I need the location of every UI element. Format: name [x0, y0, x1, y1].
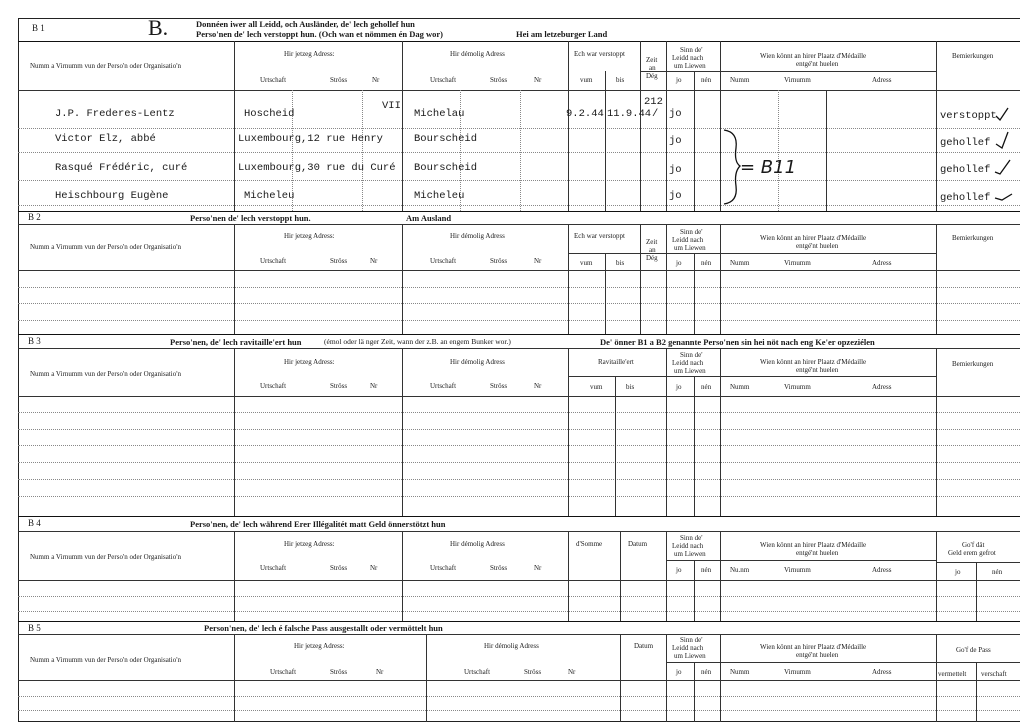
b5-header-issued: verschaft — [981, 670, 1007, 678]
b5-header-street2: Ströss — [524, 668, 542, 676]
b4-header-town: Urtschaft — [260, 564, 287, 572]
b3-header-adress: Adress — [872, 383, 892, 391]
b5-header-pass: Go'f de Pass — [956, 646, 991, 654]
b3-header-no: nén — [701, 383, 712, 391]
b3-header-nr: Nr — [370, 382, 378, 390]
b1-header-nr: Nr — [372, 76, 380, 84]
b1-header-current: Hir jetzeg Adress: — [284, 50, 335, 58]
section-b4-label: B 4 — [28, 518, 41, 528]
section-b2-title-a: Perso'nen de' lech verstoppt hun. — [190, 213, 311, 223]
b2-header-remarks: Bemierkungen — [952, 234, 994, 242]
section-b1-title-line2b: Hei am letzeburger Land — [516, 29, 608, 39]
b2-header-nr2: Nr — [534, 257, 542, 265]
b2-header-medal2: entgé'nt huelen — [796, 242, 839, 250]
b4-header-name: Numm a Virnumm vun der Perso'n oder Organisatio'n — [30, 553, 181, 561]
b4-header-yes: jo — [676, 566, 682, 574]
b2-header-adress: Adress — [872, 259, 892, 267]
b1-header-from: vum — [580, 76, 593, 84]
b1-row1-remark: verstoppt — [940, 110, 997, 122]
b4-header-current: Hir jetzeg Adress: — [284, 540, 335, 548]
b2-header-name: Numm a Virnumm vun der Perso'n oder Organisatio'n — [30, 243, 181, 251]
b2-header-hidden: Ech war verstoppt — [574, 232, 625, 240]
b5-header-former: Hir démolig Adress — [484, 642, 539, 650]
b4-header-nr: Nr — [370, 564, 378, 572]
b3-header-name: Numm a Virnumm vun der Perso'n oder Organisatio'n — [30, 370, 181, 378]
b2-header-former: Hir démolig Adress — [450, 232, 505, 240]
b1-header-time2: an — [649, 64, 656, 72]
section-b3-label: B 3 — [28, 336, 41, 346]
b1-header-name: Numm a Virnumm vun der Perso'n oder Organisatio'n — [30, 62, 181, 70]
b3-header-virnumm: Virnumm — [784, 383, 811, 391]
b2-header-danger2: Leidd nach — [672, 236, 704, 244]
b2-header-time1: Zeit — [646, 238, 658, 246]
b1-header-former: Hir démolig Adress — [450, 50, 505, 58]
b1-header-danger2: Leidd nach — [672, 54, 704, 62]
b1-row3-former: Bourscheid — [414, 162, 478, 174]
b2-header-medal1: Wien könnt an hirer Plaatz d'Médaille — [760, 234, 867, 242]
b1-row1-yes: jo — [669, 108, 682, 120]
b5-header-town: Urtschaft — [270, 668, 297, 676]
b1-row4-remark: gehollef — [940, 192, 991, 204]
b1-header-numm: Numm — [730, 76, 750, 84]
b2-header-no: nén — [701, 259, 712, 267]
b3-header-medal2: entgé'nt huelen — [796, 366, 839, 374]
section-b2-label: B 2 — [28, 212, 41, 222]
b1-header-danger3: um Liewen — [674, 62, 706, 70]
b4-header-medal1: Wien könnt an hirer Plaatz d'Médaille — [760, 541, 867, 549]
b1-header-yes: jo — [676, 76, 682, 84]
b1-row3-name: Rasqué Frédéric, curé — [55, 162, 188, 174]
b5-header-yes: jo — [676, 668, 682, 676]
b5-header-medal2: entgé'nt huelen — [796, 651, 839, 659]
b4-header-danger2: Leidd nach — [672, 542, 704, 550]
b2-header-danger1: Sinn de' — [680, 228, 703, 236]
b5-header-danger1: Sinn de' — [680, 636, 703, 644]
b1-header-medal1: Wien könnt an hirer Plaatz d'Médaille — [760, 52, 867, 60]
b3-header-nr2: Nr — [534, 382, 542, 390]
b1-row2-former: Bourscheid — [414, 133, 478, 145]
b2-header-to: bis — [616, 259, 625, 267]
b1-header-town: Urtschaft — [260, 76, 287, 84]
b1-row1-from: 9.2.44 — [566, 108, 604, 120]
b5-header-date: Datum — [634, 642, 654, 650]
b4-header-street: Ströss — [330, 564, 348, 572]
b3-header-street: Ströss — [330, 382, 348, 390]
b3-header-numm: Numm — [730, 383, 750, 391]
b3-header-from: vum — [590, 383, 603, 391]
b1-row2-remark: gehollef — [940, 137, 991, 149]
b1-row2-name: Victor Elz, abbé — [55, 133, 156, 145]
b2-header-time3: Dég — [646, 254, 658, 262]
section-b1-label: B 1 — [32, 23, 45, 33]
b1-row1-extra: VII — [382, 100, 401, 112]
b4-header-no: nén — [701, 566, 712, 574]
b2-header-time2: an — [649, 246, 656, 254]
b5-header-adress: Adress — [872, 668, 892, 676]
b3-header-danger3: um Liewen — [674, 367, 706, 375]
b5-header-danger2: Leidd nach — [672, 644, 704, 652]
b4-header-numm: Nu.nm — [730, 566, 750, 574]
b4-header-virnumm: Virnumm — [784, 566, 811, 574]
b4-header-town2: Urtschaft — [430, 564, 457, 572]
section-b3-title-a: Perso'nen, de' lech ravitaille'ert hun — [170, 337, 302, 347]
b3-header-medal1: Wien könnt an hirer Plaatz d'Médaille — [760, 358, 867, 366]
b4-header-street2: Ströss — [490, 564, 508, 572]
check-marks — [990, 104, 1016, 204]
section-b4-title: Perso'nen, de' lech während Erer Illégalitét matt Geld önnerstötzt hun — [190, 519, 446, 529]
b4-header-danger1: Sinn de' — [680, 534, 703, 542]
section-b1-title-line2a: Perso'nen de' lech verstoppt hun. (Och wan et nömmen én Dag wor) — [196, 29, 443, 39]
b1-row3-current: Luxembourg,30 rue du Curé — [238, 162, 396, 174]
b1-header-adress: Adress — [872, 76, 892, 84]
b4-header-money-no: nén — [992, 568, 1003, 576]
b4-header-danger3: um Liewen — [674, 550, 706, 558]
b1-row4-former: Micheleu — [414, 190, 465, 202]
b1-row1-former: Michelau — [414, 108, 465, 120]
b1-annotation: = B11 — [740, 157, 797, 178]
b2-header-from: vum — [580, 259, 593, 267]
b3-header-former: Hir démolig Adress — [450, 358, 505, 366]
section-b2-title-b: Am Ausland — [406, 213, 452, 223]
b1-header-nr2: Nr — [534, 76, 542, 84]
b1-row2-yes: jo — [669, 135, 682, 147]
b4-header-date: Datum — [628, 540, 648, 548]
b2-header-numm: Numm — [730, 259, 750, 267]
section-b1-title-line1: Donnéen iwer all Leidd, och Ausländer, de' lech gehollef hun — [196, 19, 415, 29]
b4-header-money2: Geld erem gefrot — [948, 549, 996, 557]
b2-header-town: Urtschaft — [260, 257, 287, 265]
b5-header-danger3: um Liewen — [674, 652, 706, 660]
b4-header-nr2: Nr — [534, 564, 542, 572]
b5-header-virnumm: Virnumm — [784, 668, 811, 676]
section-b3-title-b: (émol oder lä nger Zeit, wann der z.B. an engem Bunker wor.) — [324, 337, 511, 346]
b1-header-hidden: Ech war verstoppt — [574, 50, 625, 58]
b3-header-danger1: Sinn de' — [680, 351, 703, 359]
b4-header-medal2: entgé'nt huelen — [796, 549, 839, 557]
b2-header-yes: jo — [676, 259, 682, 267]
b5-header-street: Ströss — [330, 668, 348, 676]
b1-row1-days: 212 — [644, 96, 663, 108]
b5-header-mediated: vermettelt — [938, 670, 967, 678]
b1-row1-days2: / — [652, 108, 659, 120]
b4-header-sum: d'Somme — [576, 540, 603, 548]
b2-header-street2: Ströss — [490, 257, 508, 265]
b1-header-time3: Dég — [646, 72, 658, 80]
b5-header-nr2: Nr — [568, 668, 576, 676]
b1-header-to: bis — [616, 76, 625, 84]
b1-row1-to: 11.9.44 — [607, 108, 652, 120]
b3-header-danger2: Leidd nach — [672, 359, 704, 367]
b3-header-town: Urtschaft — [260, 382, 287, 390]
section-b5-label: B 5 — [28, 623, 41, 633]
b1-row1-current: Hoscheid — [244, 108, 295, 120]
b3-header-street2: Ströss — [490, 382, 508, 390]
b1-row4-yes: jo — [669, 190, 682, 202]
b3-header-yes: jo — [676, 383, 682, 391]
b4-header-adress: Adress — [872, 566, 892, 574]
b2-header-virnumm: Virnumm — [784, 259, 811, 267]
b2-header-street: Ströss — [330, 257, 348, 265]
b1-header-virnumm: Virnumm — [784, 76, 811, 84]
b1-row3-yes: jo — [669, 164, 682, 176]
b5-header-nr: Nr — [376, 668, 384, 676]
b3-header-town2: Urtschaft — [430, 382, 457, 390]
b2-header-town2: Urtschaft — [430, 257, 457, 265]
b1-row3-remark: gehollef — [940, 164, 991, 176]
b4-header-former: Hir démolig Adress — [450, 540, 505, 548]
b2-header-current: Hir jetzeg Adress: — [284, 232, 335, 240]
section-b1-big-letter: B. — [148, 15, 169, 40]
b4-header-money1: Go'f dät — [962, 541, 985, 549]
b2-header-danger3: um Liewen — [674, 244, 706, 252]
b3-header-current: Hir jetzeg Adress: — [284, 358, 335, 366]
b1-row1-name: J.P. Frederes-Lentz — [55, 108, 175, 120]
b1-header-danger1: Sinn de' — [680, 46, 703, 54]
b1-header-street: Ströss — [330, 76, 348, 84]
b3-header-to: bis — [626, 383, 635, 391]
b1-row2-current: Luxembourg,12 rue Henry — [238, 133, 383, 145]
b1-header-remarks: Bemierkungen — [952, 52, 994, 60]
b1-header-time1: Zeit — [646, 56, 658, 64]
b1-header-street2: Ströss — [490, 76, 508, 84]
b1-header-medal2: entgé'nt huelen — [796, 60, 839, 68]
b5-header-name: Numm a Virnumm vun der Perso'n oder Organisatio'n — [30, 656, 181, 664]
b5-header-numm: Numm — [730, 668, 750, 676]
b5-header-town2: Urtschaft — [464, 668, 491, 676]
b1-header-town2: Urtschaft — [430, 76, 457, 84]
section-b5-title: Person'nen, de' lech é falsche Pass ausgestallt oder vermöttelt hun — [204, 623, 443, 633]
b4-header-money-yes: jo — [955, 568, 961, 576]
b1-row4-name: Heischbourg Eugène — [55, 190, 169, 202]
b5-header-no: nén — [701, 668, 712, 676]
b2-header-nr: Nr — [370, 257, 378, 265]
b5-header-current: Hir jetzeg Adress: — [294, 642, 345, 650]
b1-header-no: nén — [701, 76, 712, 84]
b3-header-remarks: Bemierkungen — [952, 360, 994, 368]
b5-header-medal1: Wien könnt an hirer Plaatz d'Médaille — [760, 643, 867, 651]
b3-header-rav: Ravitaille'ert — [598, 358, 634, 366]
section-b3-title-c: De' önner B1 a B2 genannte Perso'nen sin hei nöt nach eng Ke'er opzeziélen — [600, 337, 875, 347]
b1-row4-current: Micheleu — [244, 190, 295, 202]
